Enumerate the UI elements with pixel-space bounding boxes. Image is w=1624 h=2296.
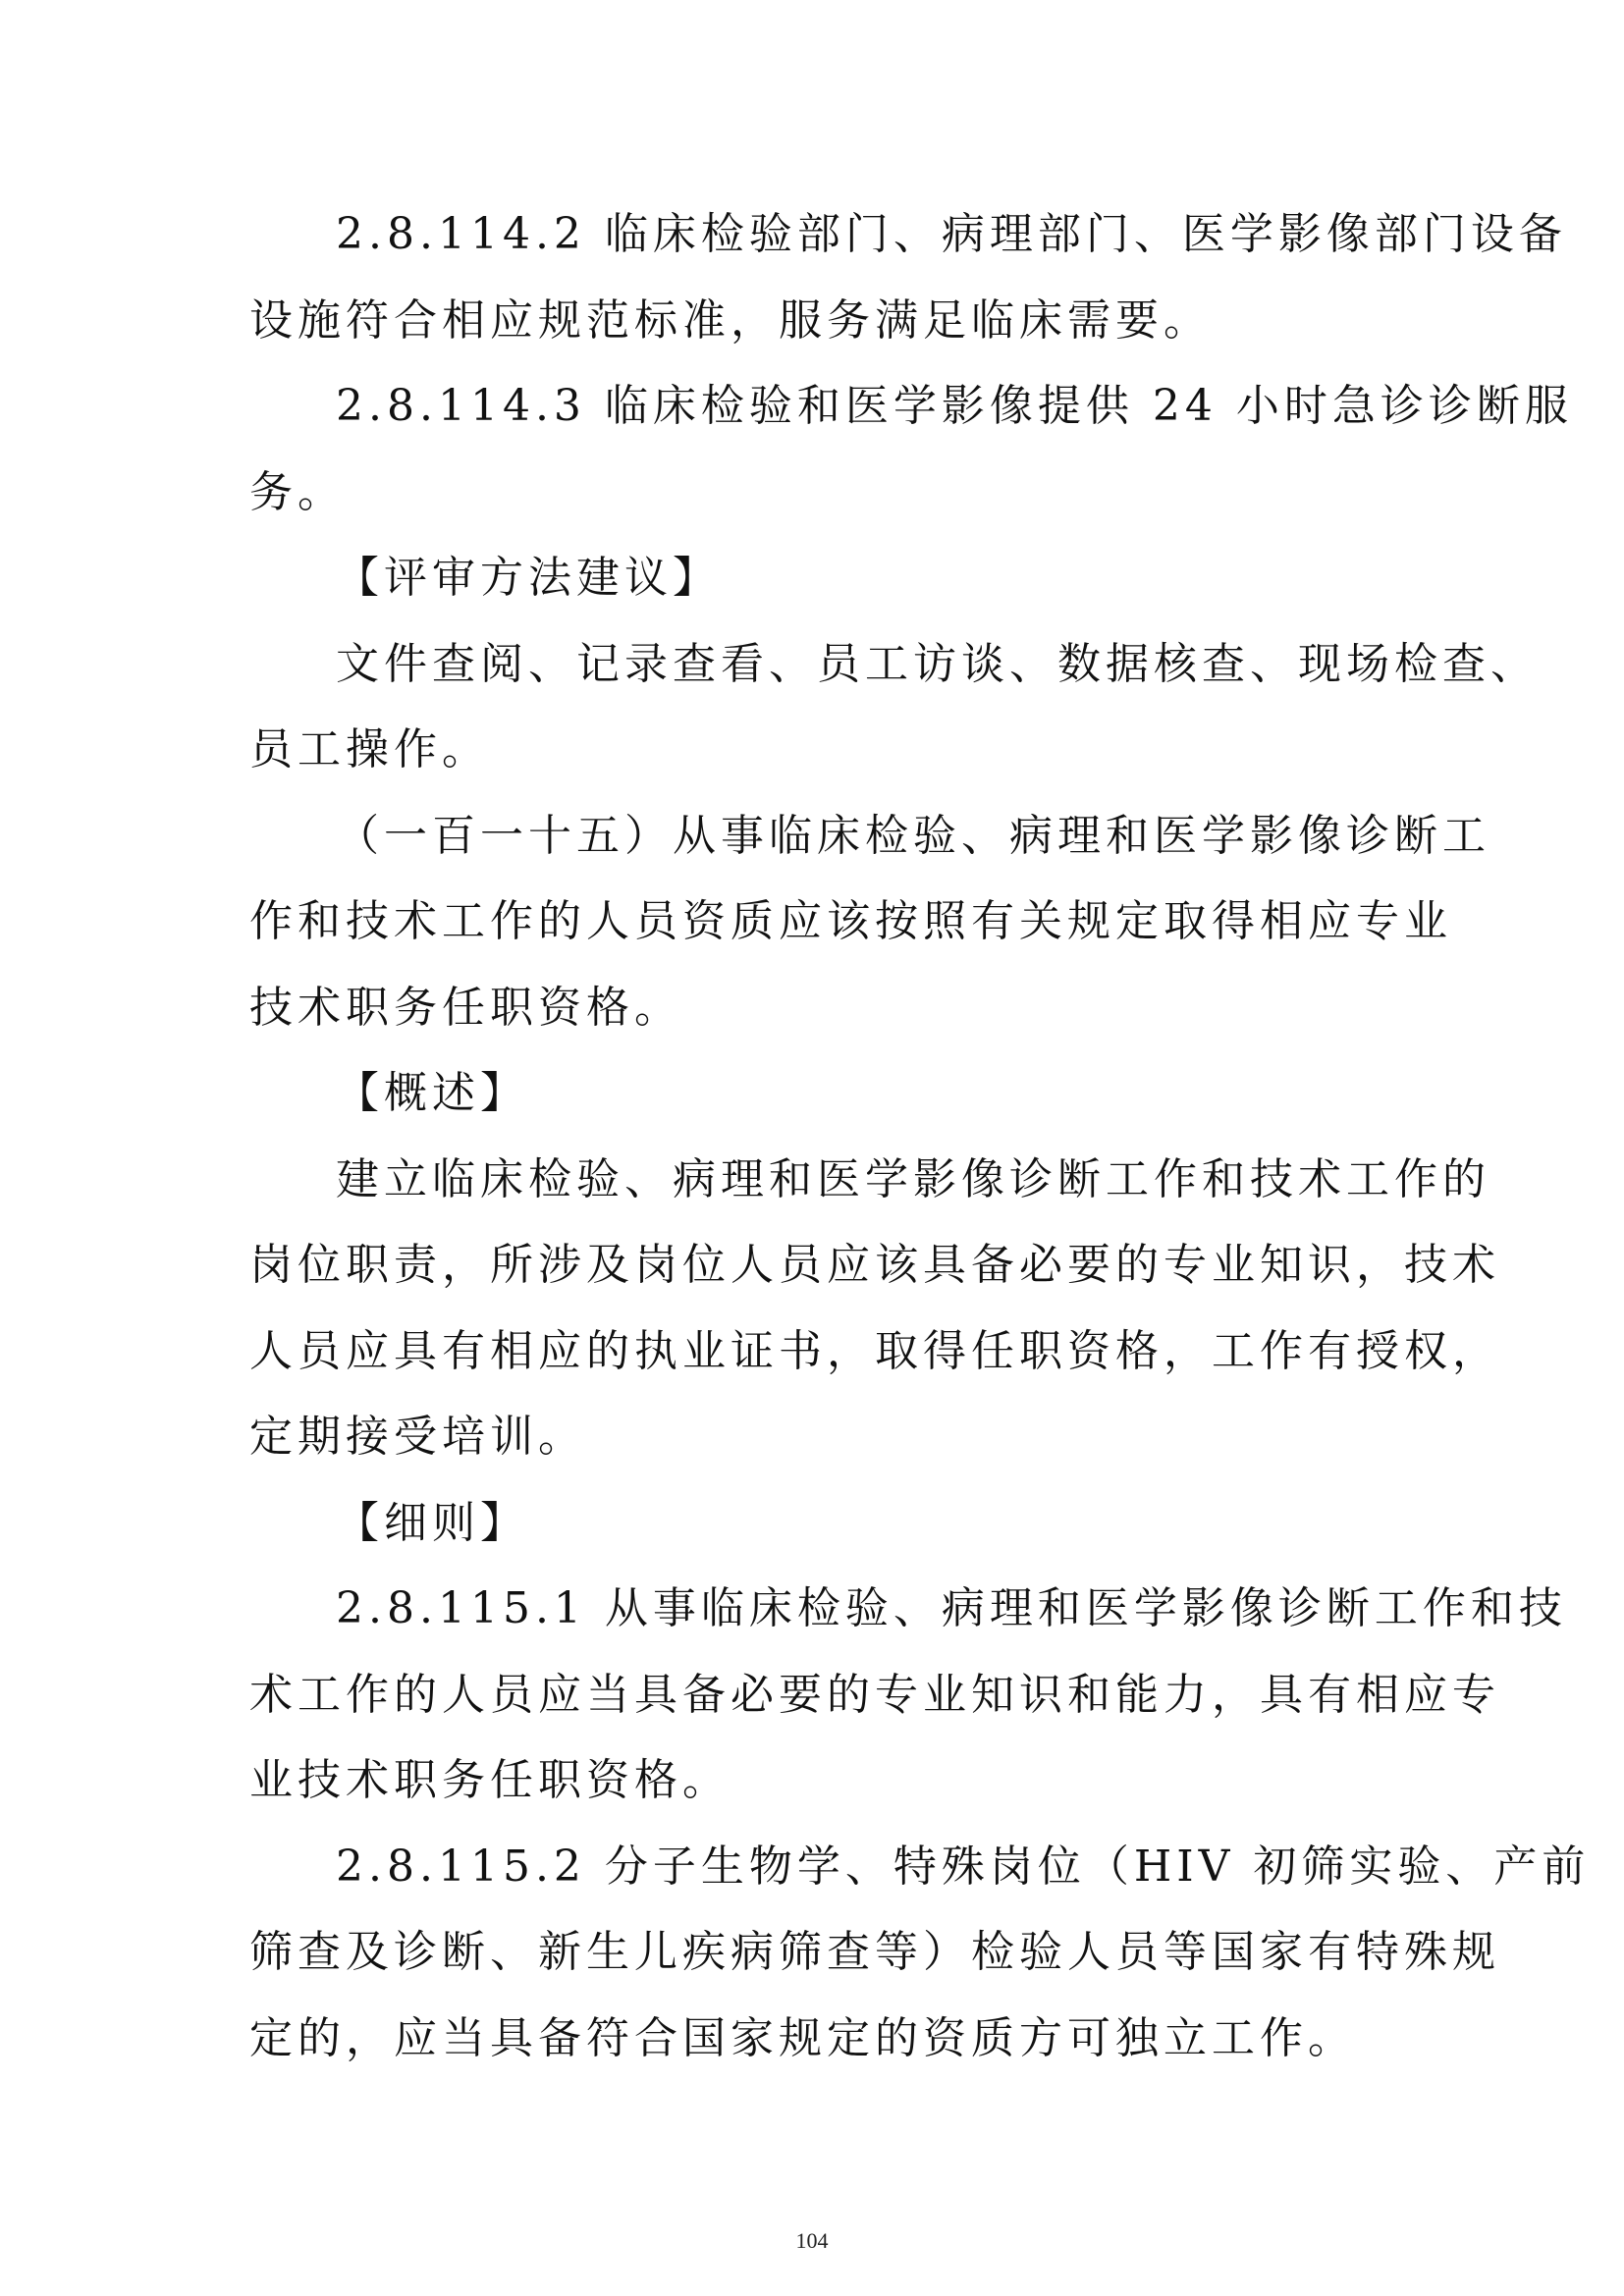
text-line: （一百一十五）从事临床检验、病理和医学影像诊断工 xyxy=(336,810,1490,861)
text-line: 术工作的人员应当具备必要的专业知识和能力，具有相应专 xyxy=(249,1669,1500,1720)
text-line: 岗位职责，所涉及岗位人员应该具备必要的专业知识，技术 xyxy=(249,1240,1500,1290)
document-body xyxy=(249,191,1591,2081)
text-line: 人员应具有相应的执业证书，取得任职资格，工作有授权， xyxy=(249,1325,1500,1376)
text-line: 2.8.115.1 从事临床检验、病理和医学影像诊断工作和技 xyxy=(336,1583,1567,1633)
section-heading: 【概述】 xyxy=(336,1068,528,1118)
text-line: 务。 xyxy=(249,466,346,517)
text-line: 技术职务任职资格。 xyxy=(249,982,682,1033)
text-line: 建立临床检验、病理和医学影像诊断工作和技术工作的 xyxy=(336,1153,1490,1204)
section-heading: 【细则】 xyxy=(336,1497,528,1548)
text-line: 作和技术工作的人员资质应该按照有关规定取得相应专业 xyxy=(249,896,1452,946)
text-line: 2.8.114.2 临床检验部门、病理部门、医学影像部门设备 xyxy=(336,209,1567,259)
text-line: 定期接受培训。 xyxy=(249,1412,586,1462)
text-line: 2.8.115.2 分子生物学、特殊岗位（HIV 初筛实验、产前 xyxy=(336,1841,1591,1892)
text-line: 2.8.114.3 临床检验和医学影像提供 24 小时急诊诊断服 xyxy=(336,381,1573,431)
text-line: 设施符合相应规范标准，服务满足临床需要。 xyxy=(249,294,1212,346)
text-line: 定的，应当具备符合国家规定的资质方可独立工作。 xyxy=(249,2012,1356,2063)
section-heading: 【评审方法建议】 xyxy=(336,553,721,603)
page-number: 104 xyxy=(795,2228,829,2253)
text-line: 筛查及诊断、新生儿疾病筛查等）检验人员等国家有特殊规 xyxy=(249,1927,1500,1977)
text-line: 业技术职务任职资格。 xyxy=(249,1755,731,1805)
text-line: 文件查阅、记录查看、员工访谈、数据核查、现场检查、 xyxy=(336,638,1539,689)
text-line: 员工操作。 xyxy=(249,724,490,774)
